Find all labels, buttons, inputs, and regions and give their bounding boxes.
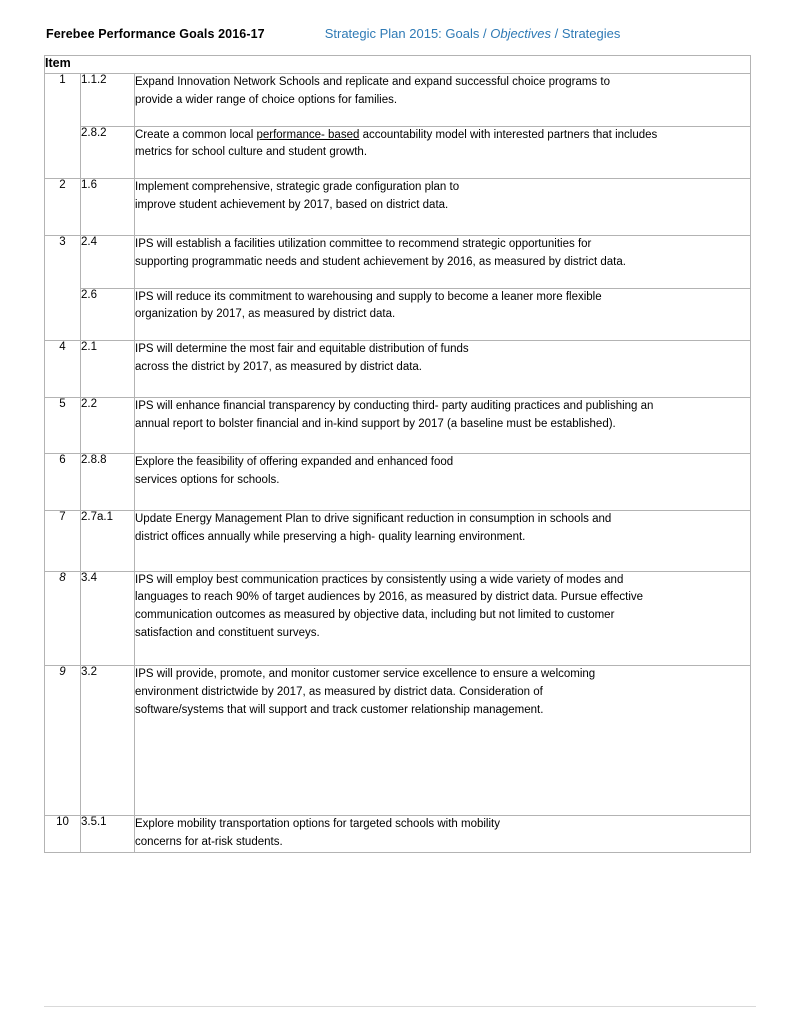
description-line: IPS will employ best communication practices by consistently using a wide variety of modes and — [135, 573, 624, 586]
description-line: Implement comprehensive, strategic grade configuration plan to — [135, 181, 460, 194]
description-line: services options for schools. — [135, 474, 280, 487]
table-header-row — [45, 56, 751, 74]
row-item-number: 3 — [45, 235, 81, 340]
footer-divider — [44, 1006, 756, 1007]
row-goal-code: 2.6 — [81, 288, 135, 341]
row-description — [135, 397, 751, 454]
row-item-number: 9 — [45, 665, 81, 815]
row-item-number: 1 — [45, 74, 81, 179]
description-line: IPS will provide, promote, and monitor customer service excellence to ensure a welcoming — [135, 667, 596, 680]
description-line: supporting programmatic needs and student achievement by 2016, as measured by district data. — [135, 255, 626, 268]
row-description — [135, 179, 751, 236]
table-row — [45, 665, 751, 815]
description-line: district offices annually while preserving a high- quality learning environment. — [135, 530, 526, 543]
plan-goals-label: Goals — [445, 26, 480, 41]
plan-objectives-label: Objectives — [490, 26, 551, 41]
table-row — [45, 511, 751, 572]
row-item-number: 4 — [45, 341, 81, 398]
description-line: Update Energy Management Plan to drive significant reduction in consumption in schools and — [135, 513, 612, 525]
row-description — [135, 126, 751, 179]
table-row — [45, 288, 751, 341]
description-line: Explore mobility transportation options for targeted schools with mobility — [135, 818, 500, 831]
row-item-number: 7 — [45, 511, 81, 572]
plan-separator-2: / — [554, 26, 559, 41]
description-line: improve student achievement by 2017, based on district data. — [135, 199, 449, 212]
description-line: Explore the feasibility of offering expanded and enhanced food — [135, 456, 454, 469]
description-line: across the district by 2017, as measured by district data. — [135, 360, 422, 373]
description-line: environment districtwide by 2017, as measured by district data. Consideration of — [135, 685, 543, 698]
row-goal-code: 1.6 — [81, 179, 135, 236]
description-line: communication outcomes as measured by objective data, including but not limited to customer — [135, 609, 615, 622]
description-line: languages to reach 90% of target audiences by 2016, as measured by district data. Pursue effective — [135, 591, 644, 604]
row-description — [135, 571, 751, 665]
description-line: Expand Innovation Network Schools and replicate and expand successful choice programs to — [135, 76, 610, 88]
underlined-phrase: performance- based — [256, 128, 360, 141]
row-goal-code: 2.1 — [81, 341, 135, 398]
row-goal-code: 2.4 — [81, 235, 135, 288]
row-goal-code: 2.8.2 — [81, 126, 135, 179]
row-description — [135, 665, 751, 815]
row-item-number: 2 — [45, 179, 81, 236]
row-item-number: 5 — [45, 397, 81, 454]
row-goal-code: 3.5.1 — [81, 816, 135, 853]
table-row — [45, 397, 751, 454]
row-description — [135, 454, 751, 511]
row-item-number: 8 — [45, 571, 81, 665]
description-line: software/systems that will support and track customer relationship management. — [135, 703, 544, 716]
document-header — [44, 26, 756, 41]
description-line: IPS will enhance financial transparency by conducting third- party auditing practices and publishing an — [135, 399, 654, 412]
row-description — [135, 74, 751, 127]
description-line: Create a common local performance- based accountability model with interested partners that includes — [135, 128, 658, 141]
row-description — [135, 511, 751, 572]
description-line: IPS will reduce its commitment to warehousing and supply to become a leaner more flexible — [135, 290, 602, 303]
row-description — [135, 288, 751, 341]
description-line: metrics for school culture and student growth. — [135, 146, 368, 159]
plan-strategies-label: Strategies — [561, 26, 621, 41]
table-row — [45, 454, 751, 511]
table-row — [45, 74, 751, 127]
description-line: satisfaction and constituent surveys. — [135, 627, 320, 640]
description-line: annual report to bolster financial and in-kind support by 2017 (a baseline must be established). — [135, 417, 616, 430]
table-row — [45, 816, 751, 853]
description-line: IPS will establish a facilities utilization committee to recommend strategic opportunities for — [135, 237, 592, 250]
row-description — [135, 816, 751, 853]
table-row — [45, 179, 751, 236]
table-row — [45, 341, 751, 398]
row-goal-code: 2.7a.1 — [81, 511, 135, 572]
column-header-item: Item — [45, 56, 751, 74]
plan-label: Strategic Plan 2015: — [324, 26, 442, 41]
page-title: Ferebee Performance Goals 2016-17 — [46, 27, 265, 41]
plan-separator-1: / — [483, 26, 487, 41]
strategic-plan-caption — [325, 26, 621, 41]
row-item-number: 10 — [45, 816, 81, 853]
row-item-number: 6 — [45, 454, 81, 511]
row-goal-code: 1.1.2 — [81, 74, 135, 127]
row-goal-code: 3.4 — [81, 571, 135, 665]
row-goal-code: 2.2 — [81, 397, 135, 454]
description-line: concerns for at-risk students. — [135, 836, 283, 849]
table-body — [45, 74, 751, 853]
description-line: IPS will determine the most fair and equitable distribution of funds — [135, 343, 469, 356]
description-line: organization by 2017, as measured by district data. — [135, 308, 396, 321]
description-line: provide a wider range of choice options for families. — [135, 93, 398, 106]
table-row — [45, 126, 751, 179]
row-goal-code: 3.2 — [81, 665, 135, 815]
goals-table — [44, 55, 751, 853]
row-description — [135, 341, 751, 398]
table-row — [45, 571, 751, 665]
row-description — [135, 235, 751, 288]
row-goal-code: 2.8.8 — [81, 454, 135, 511]
table-row — [45, 235, 751, 288]
